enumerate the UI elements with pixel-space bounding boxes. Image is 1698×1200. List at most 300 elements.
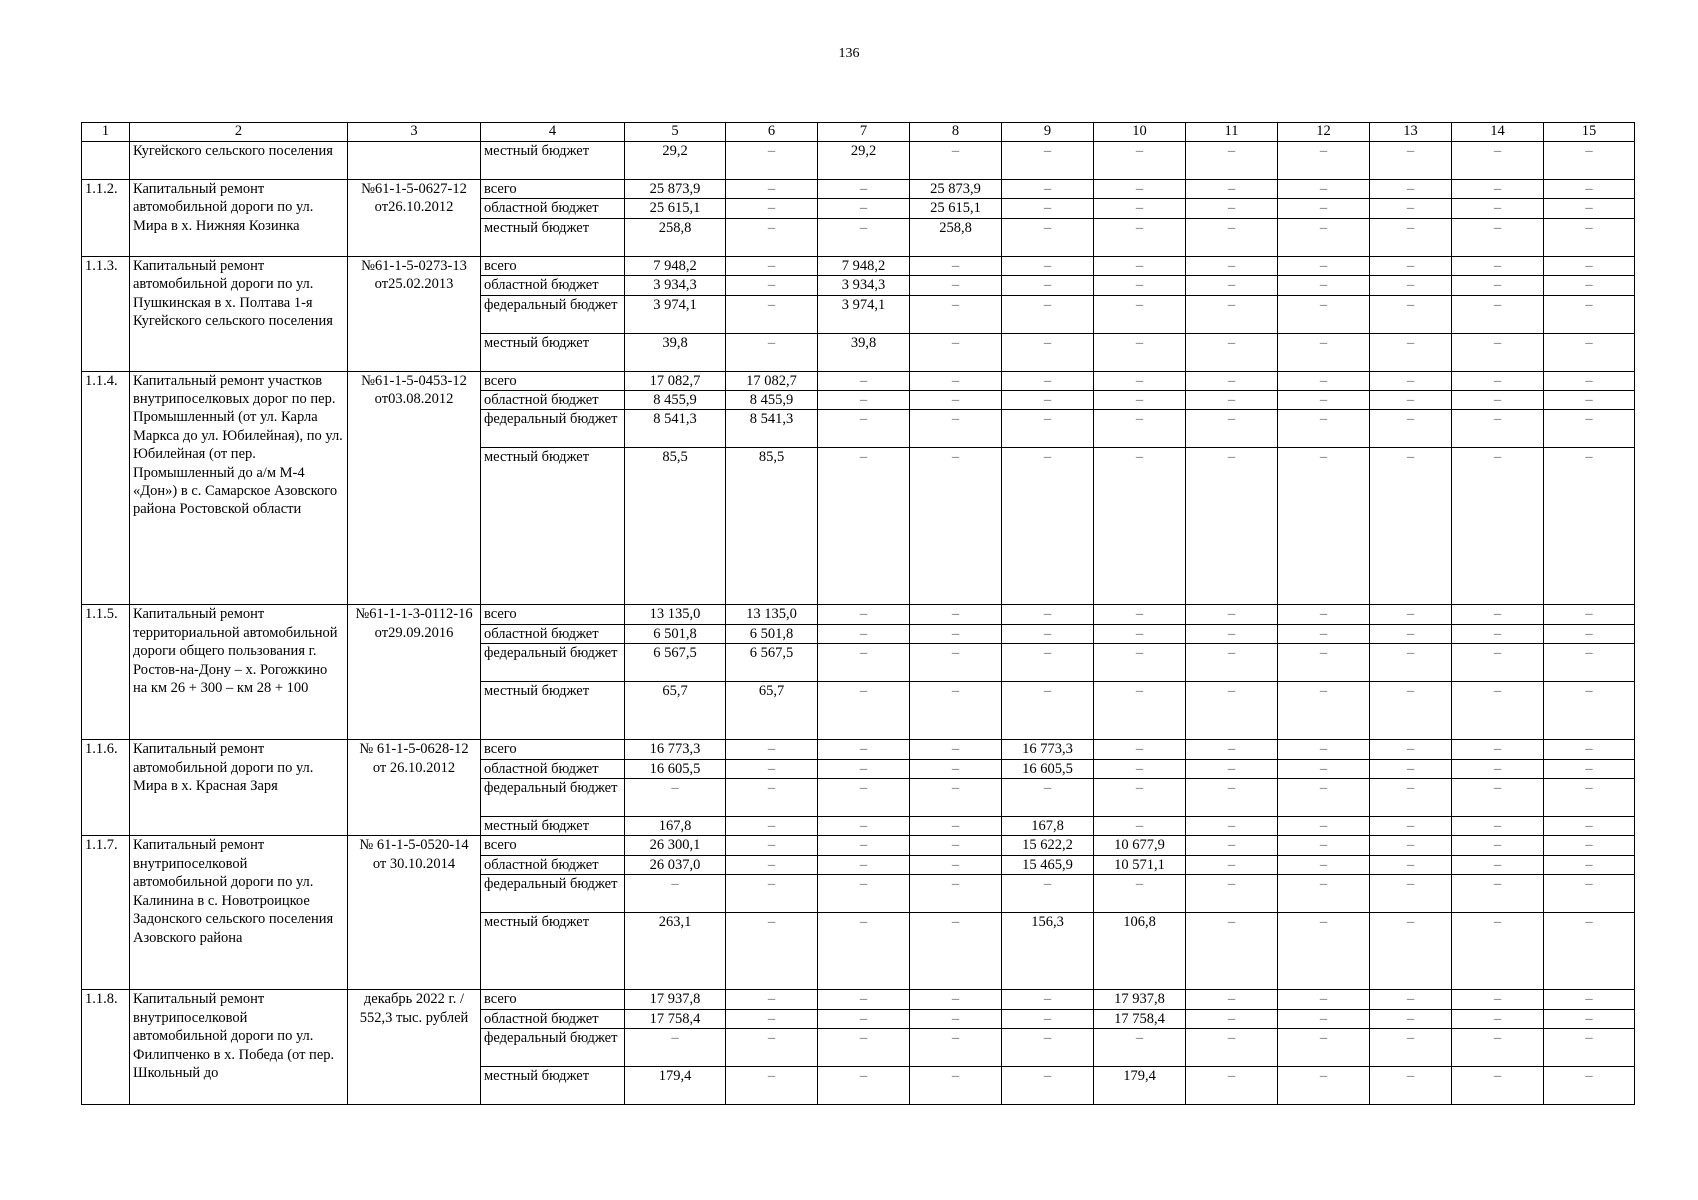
value-cell-col-10: 179,4 — [1094, 1067, 1186, 1105]
value-cell-col-6: 65,7 — [726, 682, 818, 740]
value-cell-col-7: – — [818, 605, 910, 624]
value-cell-col-6: 85,5 — [726, 448, 818, 605]
value-cell-col-10: – — [1094, 448, 1186, 605]
item-name: Капитальный ремонт территориальной автомобильной дороги общего пользования г. Ростов-на-Дону – х. Рогожкино на км 26 + 300 – км 28 + 100 — [130, 605, 348, 740]
value-cell-col-7: – — [818, 875, 910, 913]
value-cell-col-6: – — [726, 740, 818, 759]
value-cell-col-14: – — [1452, 875, 1544, 913]
value-cell-col-8: – — [910, 371, 1002, 390]
value-cell-col-15: – — [1544, 199, 1635, 218]
value-cell-col-13: – — [1370, 605, 1452, 624]
value-cell-col-12: – — [1278, 180, 1370, 199]
value-cell-col-14: – — [1452, 1009, 1544, 1028]
value-cell-col-8: – — [910, 836, 1002, 855]
value-cell-col-5: 65,7 — [625, 682, 726, 740]
value-cell-col-11: – — [1186, 624, 1278, 643]
item-document: №61-1-1-3-0112-16 от29.09.2016 — [348, 605, 481, 740]
value-cell-col-10: – — [1094, 371, 1186, 390]
value-cell-col-5: 25 615,1 — [625, 199, 726, 218]
value-cell-col-12: – — [1278, 218, 1370, 256]
value-cell-col-7: – — [818, 990, 910, 1009]
value-cell-col-14: – — [1452, 333, 1544, 371]
value-cell-col-11: – — [1186, 391, 1278, 410]
value-cell-col-5: 8 455,9 — [625, 391, 726, 410]
value-cell-col-5: 167,8 — [625, 817, 726, 836]
budget-table — [81, 122, 1635, 1105]
value-cell-col-8: – — [910, 1009, 1002, 1028]
value-cell-col-12: – — [1278, 779, 1370, 817]
value-cell-col-9: – — [1002, 1009, 1094, 1028]
funding-source: всего — [481, 836, 625, 855]
funding-source: федеральный бюджет — [481, 1029, 625, 1067]
funding-source: всего — [481, 605, 625, 624]
value-cell-col-11: – — [1186, 644, 1278, 682]
value-cell-col-8: – — [910, 875, 1002, 913]
funding-source: всего — [481, 740, 625, 759]
value-cell-col-8: – — [910, 644, 1002, 682]
value-cell-col-11: – — [1186, 759, 1278, 778]
value-cell-col-11: – — [1186, 990, 1278, 1009]
table-row — [82, 605, 1635, 624]
value-cell-col-14: – — [1452, 759, 1544, 778]
value-cell-col-7: – — [818, 180, 910, 199]
value-cell-col-9: – — [1002, 1029, 1094, 1067]
value-cell-col-7: – — [818, 624, 910, 643]
value-cell-col-6: – — [726, 142, 818, 180]
funding-source: областной бюджет — [481, 759, 625, 778]
value-cell-col-9: – — [1002, 180, 1094, 199]
value-cell-col-9: – — [1002, 371, 1094, 390]
value-cell-col-9: – — [1002, 391, 1094, 410]
value-cell-col-15: – — [1544, 817, 1635, 836]
value-cell-col-10: – — [1094, 759, 1186, 778]
value-cell-col-13: – — [1370, 391, 1452, 410]
value-cell-col-14: – — [1452, 682, 1544, 740]
value-cell-col-14: – — [1452, 448, 1544, 605]
item-name: Кугейского сельского поселения — [130, 142, 348, 180]
value-cell-col-5: 8 541,3 — [625, 410, 726, 448]
value-cell-col-14: – — [1452, 410, 1544, 448]
value-cell-col-13: – — [1370, 817, 1452, 836]
value-cell-col-7: – — [818, 1029, 910, 1067]
value-cell-col-15: – — [1544, 779, 1635, 817]
value-cell-col-15: – — [1544, 448, 1635, 605]
value-cell-col-6: – — [726, 276, 818, 295]
value-cell-col-5: 6 501,8 — [625, 624, 726, 643]
value-cell-col-15: – — [1544, 1067, 1635, 1105]
value-cell-col-15: – — [1544, 333, 1635, 371]
value-cell-col-14: – — [1452, 276, 1544, 295]
value-cell-col-7: – — [818, 759, 910, 778]
value-cell-col-8: – — [910, 913, 1002, 990]
value-cell-col-5: 17 937,8 — [625, 990, 726, 1009]
funding-source: федеральный бюджет — [481, 875, 625, 913]
value-cell-col-11: – — [1186, 817, 1278, 836]
value-cell-col-11: – — [1186, 605, 1278, 624]
item-document: №61-1-5-0273-13 от25.02.2013 — [348, 256, 481, 371]
value-cell-col-11: – — [1186, 1029, 1278, 1067]
value-cell-col-6: – — [726, 855, 818, 874]
column-header-10: 10 — [1094, 123, 1186, 142]
value-cell-col-8: – — [910, 990, 1002, 1009]
value-cell-col-7: – — [818, 855, 910, 874]
value-cell-col-12: – — [1278, 817, 1370, 836]
value-cell-col-8: – — [910, 1067, 1002, 1105]
funding-source: местный бюджет — [481, 142, 625, 180]
item-name: Капитальный ремонт автомобильной дороги по ул. Мира в х. Нижняя Козинка — [130, 180, 348, 257]
value-cell-col-15: – — [1544, 142, 1635, 180]
funding-source: областной бюджет — [481, 624, 625, 643]
value-cell-col-11: – — [1186, 1009, 1278, 1028]
value-cell-col-13: – — [1370, 1067, 1452, 1105]
value-cell-col-7: – — [818, 199, 910, 218]
value-cell-col-10: – — [1094, 740, 1186, 759]
value-cell-col-5: 17 758,4 — [625, 1009, 726, 1028]
value-cell-col-10: – — [1094, 605, 1186, 624]
value-cell-col-5: – — [625, 1029, 726, 1067]
value-cell-col-5: 17 082,7 — [625, 371, 726, 390]
value-cell-col-13: – — [1370, 256, 1452, 275]
value-cell-col-14: – — [1452, 199, 1544, 218]
value-cell-col-7: – — [818, 410, 910, 448]
value-cell-col-14: – — [1452, 1029, 1544, 1067]
value-cell-col-13: – — [1370, 779, 1452, 817]
value-cell-col-8: – — [910, 779, 1002, 817]
value-cell-col-10: – — [1094, 142, 1186, 180]
value-cell-col-13: – — [1370, 218, 1452, 256]
column-header-1: 1 — [82, 123, 130, 142]
value-cell-col-13: – — [1370, 740, 1452, 759]
value-cell-col-9: – — [1002, 333, 1094, 371]
value-cell-col-15: – — [1544, 682, 1635, 740]
value-cell-col-5: 16 773,3 — [625, 740, 726, 759]
value-cell-col-5: 39,8 — [625, 333, 726, 371]
value-cell-col-13: – — [1370, 836, 1452, 855]
value-cell-col-8: – — [910, 448, 1002, 605]
value-cell-col-6: – — [726, 256, 818, 275]
value-cell-col-12: – — [1278, 391, 1370, 410]
value-cell-col-15: – — [1544, 990, 1635, 1009]
value-cell-col-8: – — [910, 605, 1002, 624]
value-cell-col-14: – — [1452, 391, 1544, 410]
value-cell-col-7: 29,2 — [818, 142, 910, 180]
value-cell-col-6: 6 501,8 — [726, 624, 818, 643]
value-cell-col-13: – — [1370, 624, 1452, 643]
value-cell-col-13: – — [1370, 276, 1452, 295]
column-header-15: 15 — [1544, 123, 1635, 142]
value-cell-col-6: 8 455,9 — [726, 391, 818, 410]
value-cell-col-7: 3 974,1 — [818, 295, 910, 333]
item-number: 1.1.8. — [82, 990, 130, 1105]
funding-source: местный бюджет — [481, 448, 625, 605]
value-cell-col-9: – — [1002, 624, 1094, 643]
column-header-13: 13 — [1370, 123, 1452, 142]
value-cell-col-6: – — [726, 1029, 818, 1067]
value-cell-col-15: – — [1544, 759, 1635, 778]
value-cell-col-5: 263,1 — [625, 913, 726, 990]
value-cell-col-12: – — [1278, 990, 1370, 1009]
value-cell-col-14: – — [1452, 256, 1544, 275]
item-number: 1.1.3. — [82, 256, 130, 371]
funding-source: местный бюджет — [481, 817, 625, 836]
value-cell-col-11: – — [1186, 1067, 1278, 1105]
value-cell-col-13: – — [1370, 180, 1452, 199]
value-cell-col-11: – — [1186, 276, 1278, 295]
value-cell-col-11: – — [1186, 199, 1278, 218]
value-cell-col-8: – — [910, 682, 1002, 740]
value-cell-col-15: – — [1544, 295, 1635, 333]
value-cell-col-5: – — [625, 779, 726, 817]
value-cell-col-15: – — [1544, 391, 1635, 410]
value-cell-col-9: – — [1002, 682, 1094, 740]
column-header-5: 5 — [625, 123, 726, 142]
value-cell-col-15: – — [1544, 624, 1635, 643]
value-cell-col-7: – — [818, 448, 910, 605]
header-row — [82, 123, 1635, 142]
value-cell-col-13: – — [1370, 644, 1452, 682]
value-cell-col-5: 3 974,1 — [625, 295, 726, 333]
item-name: Капитальный ремонт автомобильной дороги по ул. Пушкинская в х. Полтава 1-я Кугейского сельского поселения — [130, 256, 348, 371]
funding-source: федеральный бюджет — [481, 779, 625, 817]
value-cell-col-6: – — [726, 836, 818, 855]
value-cell-col-11: – — [1186, 295, 1278, 333]
value-cell-col-5: 179,4 — [625, 1067, 726, 1105]
value-cell-col-9: 15 622,2 — [1002, 836, 1094, 855]
value-cell-col-12: – — [1278, 1067, 1370, 1105]
value-cell-col-10: – — [1094, 199, 1186, 218]
value-cell-col-9: – — [1002, 1067, 1094, 1105]
value-cell-col-15: – — [1544, 875, 1635, 913]
value-cell-col-11: – — [1186, 448, 1278, 605]
value-cell-col-8: – — [910, 1029, 1002, 1067]
funding-source: всего — [481, 990, 625, 1009]
value-cell-col-14: – — [1452, 605, 1544, 624]
value-cell-col-7: – — [818, 218, 910, 256]
value-cell-col-8: – — [910, 391, 1002, 410]
value-cell-col-10: – — [1094, 1029, 1186, 1067]
table-row — [82, 142, 1635, 180]
value-cell-col-7: 3 934,3 — [818, 276, 910, 295]
value-cell-col-14: – — [1452, 836, 1544, 855]
item-number: 1.1.7. — [82, 836, 130, 990]
value-cell-col-6: – — [726, 759, 818, 778]
value-cell-col-12: – — [1278, 682, 1370, 740]
value-cell-col-9: – — [1002, 295, 1094, 333]
value-cell-col-8: – — [910, 295, 1002, 333]
page-number: 136 — [838, 46, 860, 61]
value-cell-col-13: – — [1370, 333, 1452, 371]
value-cell-col-9: – — [1002, 218, 1094, 256]
value-cell-col-6: – — [726, 875, 818, 913]
value-cell-col-12: – — [1278, 740, 1370, 759]
value-cell-col-10: – — [1094, 295, 1186, 333]
funding-source: областной бюджет — [481, 199, 625, 218]
column-header-7: 7 — [818, 123, 910, 142]
value-cell-col-13: – — [1370, 990, 1452, 1009]
value-cell-col-10: – — [1094, 817, 1186, 836]
value-cell-col-10: – — [1094, 218, 1186, 256]
value-cell-col-8: – — [910, 759, 1002, 778]
value-cell-col-10: – — [1094, 410, 1186, 448]
value-cell-col-14: – — [1452, 295, 1544, 333]
value-cell-col-12: – — [1278, 371, 1370, 390]
value-cell-col-5: – — [625, 875, 726, 913]
item-document: №61-1-5-0627-12 от26.10.2012 — [348, 180, 481, 257]
column-header-2: 2 — [130, 123, 348, 142]
value-cell-col-8: – — [910, 817, 1002, 836]
value-cell-col-10: – — [1094, 391, 1186, 410]
value-cell-col-6: – — [726, 199, 818, 218]
value-cell-col-14: – — [1452, 624, 1544, 643]
value-cell-col-12: – — [1278, 605, 1370, 624]
funding-source: местный бюджет — [481, 913, 625, 990]
value-cell-col-6: – — [726, 180, 818, 199]
funding-source: местный бюджет — [481, 218, 625, 256]
value-cell-col-6: 13 135,0 — [726, 605, 818, 624]
value-cell-col-6: – — [726, 333, 818, 371]
value-cell-col-12: – — [1278, 624, 1370, 643]
value-cell-col-5: 13 135,0 — [625, 605, 726, 624]
value-cell-col-12: – — [1278, 1029, 1370, 1067]
value-cell-col-9: 16 773,3 — [1002, 740, 1094, 759]
funding-source: областной бюджет — [481, 276, 625, 295]
value-cell-col-10: – — [1094, 256, 1186, 275]
value-cell-col-9: – — [1002, 256, 1094, 275]
value-cell-col-11: – — [1186, 836, 1278, 855]
value-cell-col-12: – — [1278, 855, 1370, 874]
column-header-6: 6 — [726, 123, 818, 142]
value-cell-col-13: – — [1370, 913, 1452, 990]
value-cell-col-9: – — [1002, 199, 1094, 218]
value-cell-col-5: 6 567,5 — [625, 644, 726, 682]
value-cell-col-12: – — [1278, 276, 1370, 295]
item-number: 1.1.4. — [82, 371, 130, 605]
funding-source: областной бюджет — [481, 391, 625, 410]
value-cell-col-12: – — [1278, 256, 1370, 275]
value-cell-col-7: – — [818, 779, 910, 817]
value-cell-col-7: – — [818, 817, 910, 836]
table-row — [82, 256, 1635, 275]
item-number: 1.1.2. — [82, 180, 130, 257]
value-cell-col-7: – — [818, 740, 910, 759]
value-cell-col-7: – — [818, 836, 910, 855]
value-cell-col-5: 85,5 — [625, 448, 726, 605]
value-cell-col-10: – — [1094, 180, 1186, 199]
value-cell-col-13: – — [1370, 759, 1452, 778]
value-cell-col-5: 29,2 — [625, 142, 726, 180]
value-cell-col-10: 17 758,4 — [1094, 1009, 1186, 1028]
funding-source: местный бюджет — [481, 1067, 625, 1105]
value-cell-col-15: – — [1544, 410, 1635, 448]
value-cell-col-11: – — [1186, 855, 1278, 874]
value-cell-col-8: – — [910, 333, 1002, 371]
value-cell-col-12: – — [1278, 448, 1370, 605]
value-cell-col-8: 25 873,9 — [910, 180, 1002, 199]
value-cell-col-11: – — [1186, 180, 1278, 199]
value-cell-col-7: – — [818, 644, 910, 682]
value-cell-col-7: 39,8 — [818, 333, 910, 371]
value-cell-col-6: – — [726, 295, 818, 333]
value-cell-col-13: – — [1370, 875, 1452, 913]
value-cell-col-13: – — [1370, 199, 1452, 218]
value-cell-col-6: – — [726, 817, 818, 836]
table-row — [82, 371, 1635, 390]
table-row — [82, 836, 1635, 855]
table-row — [82, 990, 1635, 1009]
value-cell-col-6: – — [726, 1009, 818, 1028]
value-cell-col-10: – — [1094, 682, 1186, 740]
value-cell-col-12: – — [1278, 1009, 1370, 1028]
value-cell-col-14: – — [1452, 740, 1544, 759]
value-cell-col-7: – — [818, 391, 910, 410]
item-document: № 61-1-5-0520-14 от 30.10.2014 — [348, 836, 481, 990]
value-cell-col-7: – — [818, 1067, 910, 1105]
funding-source: местный бюджет — [481, 333, 625, 371]
value-cell-col-9: – — [1002, 779, 1094, 817]
value-cell-col-15: – — [1544, 371, 1635, 390]
value-cell-col-15: – — [1544, 218, 1635, 256]
value-cell-col-13: – — [1370, 295, 1452, 333]
value-cell-col-6: – — [726, 990, 818, 1009]
value-cell-col-12: – — [1278, 295, 1370, 333]
value-cell-col-10: – — [1094, 624, 1186, 643]
value-cell-col-9: 16 605,5 — [1002, 759, 1094, 778]
value-cell-col-5: 16 605,5 — [625, 759, 726, 778]
value-cell-col-6: – — [726, 218, 818, 256]
value-cell-col-5: 25 873,9 — [625, 180, 726, 199]
item-number: 1.1.6. — [82, 740, 130, 836]
value-cell-col-11: – — [1186, 913, 1278, 990]
value-cell-col-12: – — [1278, 333, 1370, 371]
value-cell-col-14: – — [1452, 218, 1544, 256]
value-cell-col-13: – — [1370, 1009, 1452, 1028]
funding-source: всего — [481, 180, 625, 199]
value-cell-col-7: – — [818, 913, 910, 990]
value-cell-col-7: – — [818, 682, 910, 740]
value-cell-col-12: – — [1278, 410, 1370, 448]
value-cell-col-11: – — [1186, 142, 1278, 180]
column-header-12: 12 — [1278, 123, 1370, 142]
value-cell-col-8: – — [910, 740, 1002, 759]
column-header-3: 3 — [348, 123, 481, 142]
value-cell-col-10: – — [1094, 875, 1186, 913]
value-cell-col-11: – — [1186, 333, 1278, 371]
item-number — [82, 142, 130, 180]
value-cell-col-14: – — [1452, 913, 1544, 990]
item-document: №61-1-5-0453-12 от03.08.2012 — [348, 371, 481, 605]
value-cell-col-6: 6 567,5 — [726, 644, 818, 682]
funding-source: областной бюджет — [481, 855, 625, 874]
value-cell-col-6: – — [726, 779, 818, 817]
value-cell-col-9: – — [1002, 644, 1094, 682]
funding-source: федеральный бюджет — [481, 644, 625, 682]
value-cell-col-9: – — [1002, 875, 1094, 913]
value-cell-col-15: – — [1544, 855, 1635, 874]
value-cell-col-6: 17 082,7 — [726, 371, 818, 390]
value-cell-col-8: – — [910, 276, 1002, 295]
value-cell-col-5: 258,8 — [625, 218, 726, 256]
value-cell-col-7: – — [818, 371, 910, 390]
value-cell-col-7: – — [818, 1009, 910, 1028]
item-document — [348, 142, 481, 180]
funding-source: всего — [481, 256, 625, 275]
value-cell-col-15: – — [1544, 276, 1635, 295]
value-cell-col-9: – — [1002, 142, 1094, 180]
table-row — [82, 740, 1635, 759]
value-cell-col-12: – — [1278, 759, 1370, 778]
value-cell-col-8: – — [910, 855, 1002, 874]
value-cell-col-15: – — [1544, 1029, 1635, 1067]
